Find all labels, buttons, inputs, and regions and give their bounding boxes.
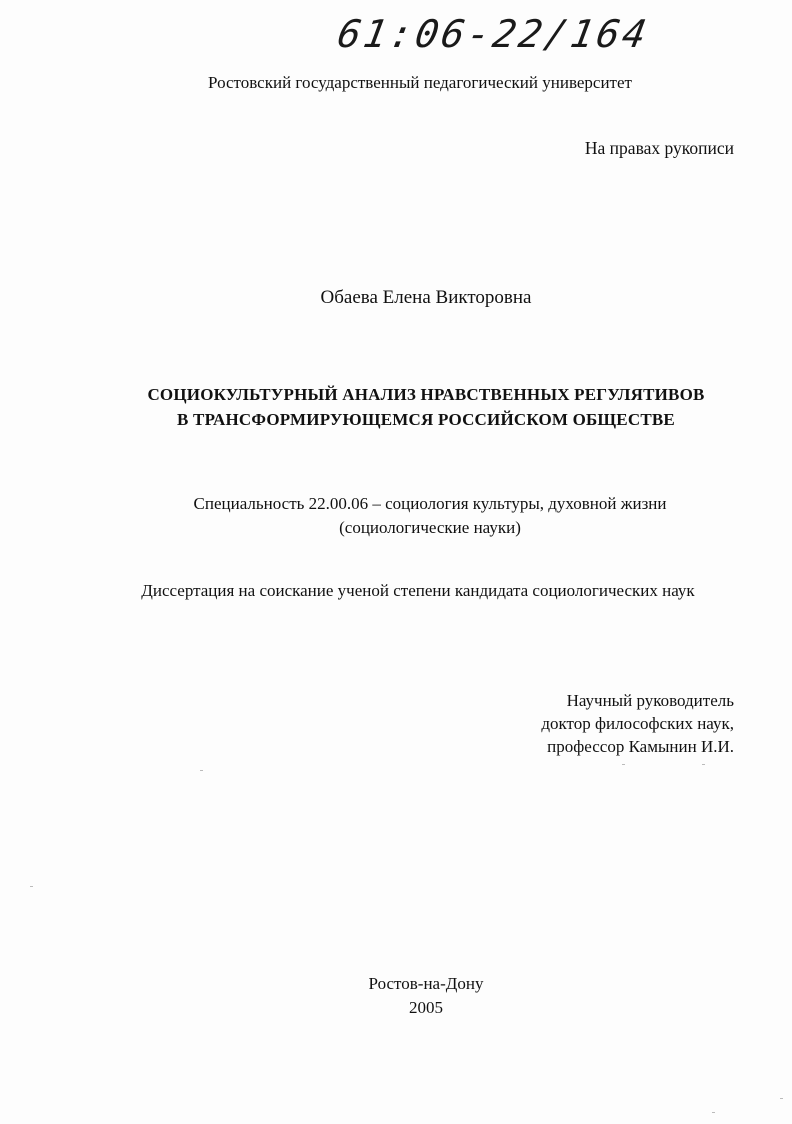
- scan-speck: [622, 764, 625, 765]
- dissertation-title: [30, 382, 792, 432]
- archive-number-handwritten: 61:06-22/164: [334, 12, 653, 56]
- scan-speck: [712, 1112, 715, 1113]
- specialty-line-1: Специальность 22.00.06 – социология культуры, духовной жизни: [193, 494, 667, 513]
- supervisor-line-2: доктор философских наук,: [541, 714, 734, 733]
- specialty-block: [34, 492, 792, 540]
- scan-speck: [702, 764, 705, 765]
- city-year-block: [30, 972, 792, 1020]
- dissertation-degree: Диссертация на соискание ученой степени кандидата социологических наук: [141, 581, 695, 600]
- supervisor-block: [541, 689, 734, 758]
- author-name: Обаева Елена Викторовна: [320, 287, 532, 308]
- university-name: Ростовский государственный педагогический университет: [208, 73, 632, 92]
- title-line-2: В ТРАНСФОРМИРУЮЩЕМСЯ РОССИЙСКОМ ОБЩЕСТВЕ: [177, 410, 675, 429]
- supervisor-line-1: Научный руководитель: [566, 691, 734, 710]
- scan-speck: [30, 886, 33, 887]
- scan-speck: [200, 770, 203, 771]
- year: 2005: [409, 998, 443, 1017]
- scan-speck: [780, 1098, 783, 1099]
- title-line-1: СОЦИОКУЛЬТУРНЫЙ АНАЛИЗ НРАВСТВЕННЫХ РЕГУЛЯТИВОВ: [147, 385, 705, 404]
- supervisor-line-3: профессор Камынин И.И.: [547, 737, 734, 756]
- specialty-line-2: (социологические науки): [339, 518, 521, 537]
- city: Ростов-на-Дону: [368, 974, 484, 993]
- manuscript-note: На правах рукописи: [584, 138, 734, 158]
